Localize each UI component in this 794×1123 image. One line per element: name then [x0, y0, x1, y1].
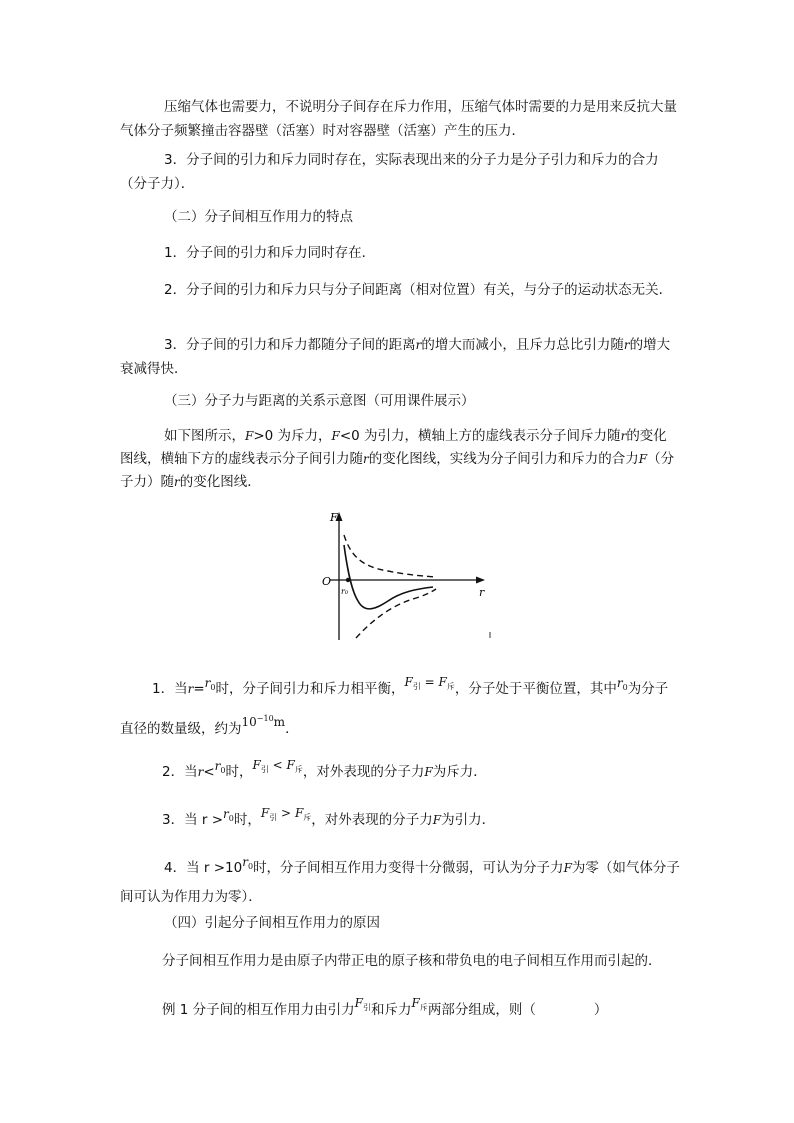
feature3-text-c: 的增大衰减得快．	[120, 337, 671, 377]
r0-symbol: $r_0$	[616, 676, 628, 692]
desc-text: 的变化图线，横轴下方的虚线表示分子间引力随	[120, 428, 667, 467]
variable-r: r	[363, 452, 369, 466]
molecular-diameter-value: $10^{-10}m$	[241, 714, 286, 729]
case-text: 3．当 r >	[162, 812, 224, 828]
equation-f-attract-equals-f-repel: $F_引 = F_斥$	[404, 675, 455, 691]
section-heading-diagram: （三）分子力与距离的关系示意图（可用课件展示）	[164, 393, 475, 409]
example-text: ）	[593, 1002, 608, 1018]
r0-symbol: $r_0$	[223, 807, 234, 823]
example-text: 例 1 分子间的相互作用力由引力	[162, 1002, 355, 1018]
variable-F: F	[432, 813, 442, 827]
repulsion-curve	[344, 535, 436, 577]
variable-F: F	[245, 429, 254, 443]
variable-r: r	[174, 475, 180, 489]
case-attraction	[162, 808, 682, 837]
case-text: 时，分子间引力和斥力相平衡，	[215, 681, 405, 697]
section-heading-features: （二）分子间相互作用力的特点	[164, 209, 353, 225]
r0-symbol: $r_0$	[242, 855, 254, 871]
case-repulsion	[162, 760, 682, 789]
origin-label: O	[322, 575, 332, 588]
feature3-text-a: 3．分子间的引力和斥力都随分子间的距离	[164, 337, 416, 353]
case-text: ．	[285, 721, 299, 737]
variable-r: r	[623, 338, 630, 352]
paragraph-origin-reason: 分子间相互作用力是由原子内带正电的原子核和带负电的电子间相互作用而引起的．	[162, 953, 662, 969]
paragraph-compressed-gas: 压缩气体也需要力，不说明分子间存在斥力作用，压缩气体时需要的力是用来反抗大量气体分子频繁撞击容器壁（活塞）时对容器壁（活塞）产生的压力．	[120, 99, 677, 139]
desc-text: <0 为引力，横轴上方的虚线表示分子间斥力随	[339, 428, 621, 444]
case-text: ，对外表现的分子力	[311, 812, 433, 828]
x-axis-arrow	[476, 577, 485, 584]
diagram-description	[120, 425, 680, 494]
r0-label: r₀	[341, 587, 349, 596]
feature-item-2: 2．分子间的引力和斥力只与分子间距离（相对位置）有关，与分子的运动状态无关．	[164, 282, 673, 298]
variable-F: F	[331, 429, 340, 443]
y-axis-label: F	[330, 511, 338, 524]
example-text: 两部分组成，则（	[427, 1002, 536, 1018]
case-text: 时，	[225, 764, 253, 780]
resultant-force-curve	[344, 545, 433, 609]
variable-r: r	[620, 429, 627, 443]
paragraph-net-force: 3．分子间的引力和斥力同时存在，实际表现出来的分子力是分子引力和斥力的合力（分子力）．	[120, 152, 659, 192]
example-question	[162, 996, 702, 1029]
feature-item-1: 1．分子间的引力和斥力同时存在．	[164, 245, 376, 261]
feature-item-3	[120, 333, 680, 381]
case-text: 2．当	[162, 764, 198, 780]
desc-text: 的变化图线，实线为分子间引力和斥力的合力	[368, 451, 639, 467]
desc-text: 的变化图线．	[179, 474, 261, 490]
r0-symbol: $r_0$	[214, 759, 226, 775]
x-axis-label: r	[479, 586, 485, 599]
case-text: 4．当 r >10	[164, 860, 243, 876]
case-text: =	[193, 681, 205, 697]
r0-point	[346, 578, 350, 582]
example-text: 和斥力	[371, 1002, 412, 1018]
symbol-f-repel: $F_斥$	[411, 996, 428, 1012]
variable-F: F	[563, 861, 572, 875]
section-heading-origin: （四）引起分子间相互作用力的原因	[164, 915, 380, 931]
variable-r: r	[197, 765, 204, 779]
inequality-f-attract-greater-f-repel: $F_引 > F_斥$	[260, 806, 312, 822]
case-text: ，分子处于平衡位置，其中	[454, 681, 617, 697]
case-equilibrium	[120, 673, 680, 745]
case-text: 为零（如气体分子间可认为作用力为零）．	[120, 860, 680, 905]
variable-F: F	[424, 765, 433, 779]
r0-symbol: $r_0$	[204, 676, 216, 692]
symbol-f-attract: $F_引$	[354, 996, 371, 1012]
case-text: 时，	[233, 812, 261, 828]
case-text: 1．当	[152, 681, 188, 697]
case-text: 为引力．	[441, 812, 496, 828]
case-text: <	[203, 764, 215, 780]
variable-r: r	[187, 682, 194, 696]
case-negligible	[120, 856, 680, 909]
feature3-text-b: 的增大而减小，且斥力总比引力随	[421, 337, 624, 353]
force-distance-diagram	[318, 505, 494, 643]
desc-text: （分子力）随	[120, 451, 675, 490]
case-text: 时，分子间相互作用力变得十分微弱，可认为分子力	[253, 860, 564, 876]
variable-F: F	[638, 452, 648, 466]
variable-r: r	[415, 338, 422, 352]
desc-text: 如下图所示，	[164, 428, 245, 444]
case-text: 为斥力．	[432, 764, 487, 780]
case-text: ，对外表现的分子力	[302, 764, 425, 780]
desc-text: >0 为斥力，	[253, 428, 332, 444]
inequality-f-attract-less-f-repel: $F_引 < F_斥$	[252, 758, 303, 774]
case-text: 为分子直径的数量级，约为	[120, 681, 669, 737]
